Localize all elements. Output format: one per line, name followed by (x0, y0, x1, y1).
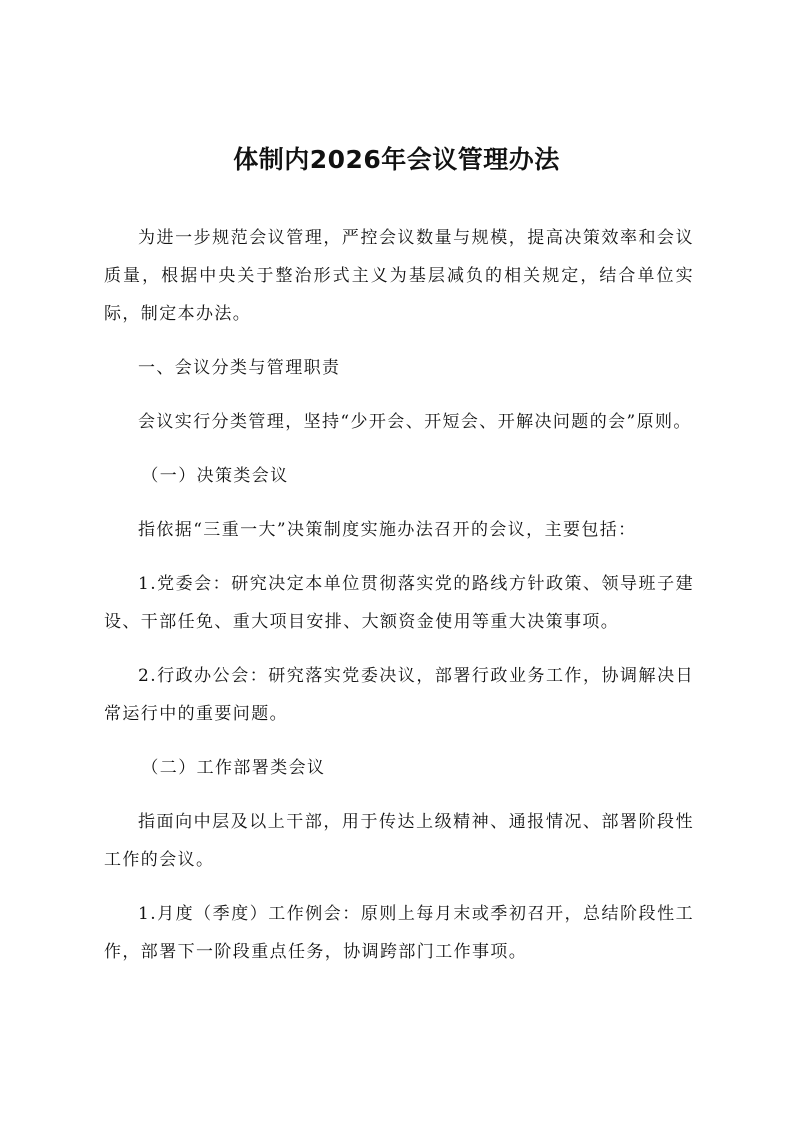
list-item-party-committee: 1.党委会：研究决定本单位贯彻落实党的路线方针政策、领导班子建设、干部任免、重大项目安排、大额资金使用等重大决策事项。 (104, 574, 694, 632)
list-item-monthly-meeting: 1.月度（季度）工作例会：原则上每月末或季初召开，总结阶段性工作，部署下一阶段重点任务，协调跨部门工作事项。 (104, 904, 694, 962)
subsection-1-paragraph: 指依据“三重一大”决策制度实施办法召开的会议，主要包括： (138, 520, 637, 540)
document-body (104, 219, 694, 987)
section-1-paragraph: 会议实行分类管理，坚持“少开会、开短会、开解决问题的会”原则。 (138, 412, 692, 432)
section-heading-1: 一、会议分类与管理职责 (138, 358, 341, 378)
document-title: 体制内2026年会议管理办法 (233, 145, 560, 174)
subsection-heading-2: （二）工作部署类会议 (141, 758, 326, 778)
subsection-heading-1: （一）决策类会议 (141, 466, 289, 486)
list-item-admin-meeting: 2.行政办公会：研究落实党委决议，部署行政业务工作，协调解决日常运行中的重要问题。 (104, 666, 694, 724)
subsection-2-paragraph: 指面向中层及以上干部，用于传达上级精神、通报情况、部署阶段性工作的会议。 (104, 812, 694, 870)
intro-paragraph: 为进一步规范会议管理，严控会议数量与规模，提高决策效率和会议质量，根据中央关于整治形式主义为基层减负的相关规定，结合单位实际，制定本办法。 (104, 228, 694, 324)
